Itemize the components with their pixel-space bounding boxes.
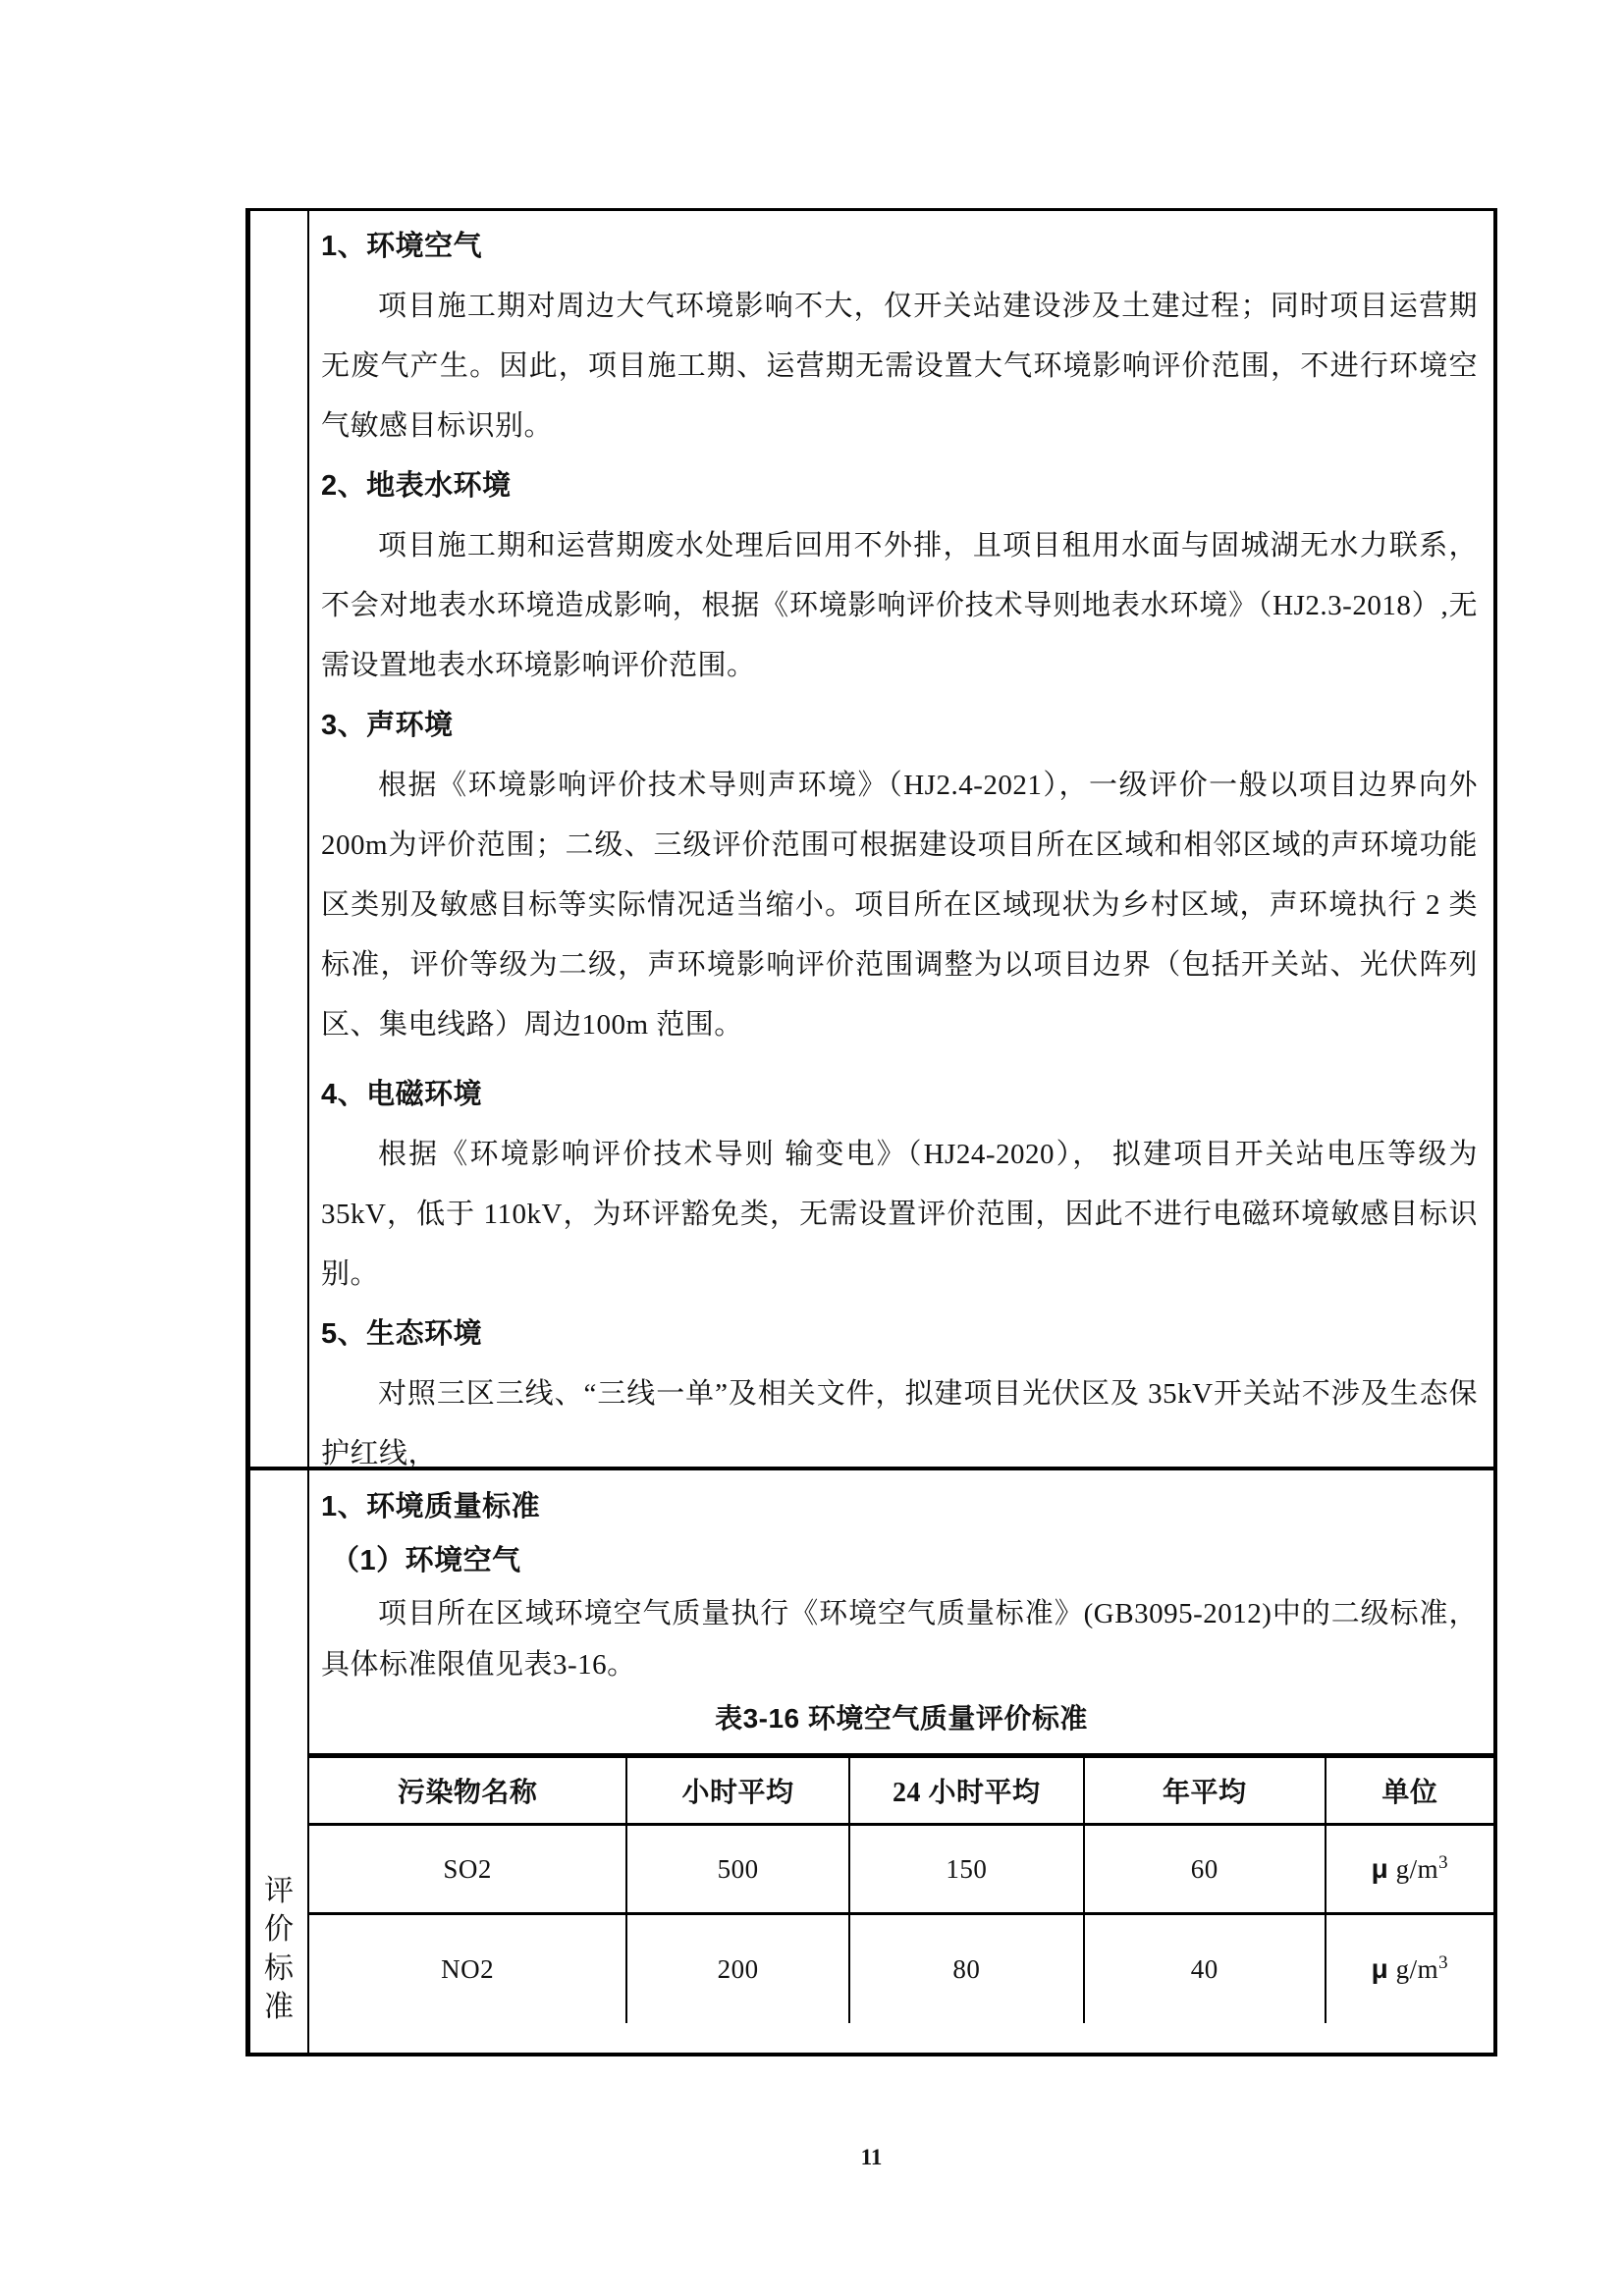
- air-quality-standards-table: [309, 1753, 1493, 2023]
- cell-annual: 60: [1084, 1825, 1326, 1914]
- table-caption: 表3-16 环境空气质量评价标准: [715, 1703, 1088, 1734]
- col-header-pollutant: 污染物名称: [309, 1756, 626, 1825]
- cell-pollutant: SO2: [309, 1825, 626, 1914]
- cell-unit: [1326, 1914, 1493, 2024]
- evaluation-standards-row: [250, 1470, 1493, 2053]
- unit-base: g/m: [1388, 1854, 1439, 1884]
- cell-daily: 80: [849, 1914, 1084, 2024]
- section-air: [321, 217, 1478, 456]
- impact-scope-content: [309, 211, 1493, 1467]
- standards-paragraph: 项目所在区域环境空气质量执行《环境空气质量标准》(GB3095-2012)中的二级标准，具体标准限值见表3-16。: [321, 1598, 1478, 1681]
- section-heading: 4、电磁环境: [321, 1079, 483, 1110]
- table-row-no2: [309, 1914, 1493, 2024]
- unit-superscript: 3: [1438, 1952, 1449, 1973]
- cell-pollutant: NO2: [309, 1914, 626, 2024]
- section-paragraph: 项目施工期对周边大气环境影响不大，仅开关站建设涉及土建过程；同时项目运营期无废气产生。因此，项目施工期、运营期无需设置大气环境影响评价范围，不进行环境空气敏感目标识别。: [321, 291, 1478, 442]
- impact-row-label-cell: [250, 211, 309, 1467]
- page-number: 11: [860, 2145, 883, 2169]
- cell-unit: [1326, 1825, 1493, 1914]
- section-acoustic: [321, 696, 1478, 1055]
- section-heading: 3、声环境: [321, 710, 454, 741]
- unit-superscript: 3: [1438, 1852, 1449, 1873]
- unit-base: g/m: [1388, 1954, 1439, 1984]
- standards-heading: 1、环境质量标准: [321, 1491, 541, 1522]
- col-header-hourly: 小时平均: [626, 1756, 849, 1825]
- table-row-so2: [309, 1825, 1493, 1914]
- cell-hourly: 500: [626, 1825, 849, 1914]
- unit-mu-symbol: μ: [1371, 1853, 1389, 1884]
- standards-row-label-cell: [250, 1470, 309, 2053]
- col-header-daily: 24 小时平均: [849, 1756, 1084, 1825]
- standards-content: [309, 1470, 1493, 2053]
- section-heading: 5、生态环境: [321, 1318, 483, 1350]
- standards-subheading: （1）环境空气: [331, 1545, 521, 1576]
- impact-scope-row: [250, 211, 1493, 1470]
- section-surface-water: [321, 456, 1478, 696]
- section-paragraph: 根据《环境影响评价技术导则声环境》（HJ2.4-2021），一级评价一般以项目边界向外 200m为评价范围；二级、三级评价范围可根据建设项目所在区域和相邻区域的声环境功能区类别及敏感目标等实际情况适当缩小。项目所在区域现状为乡村区域，声环境执行 2 类标准，评价等级为二级，声环境影响评价范围调整为以项目边界（包括开关站、光伏阵列区、集电线路）周边100m 范围。: [321, 770, 1478, 1041]
- row-label-vertical-text: 评价标准: [264, 1874, 294, 2024]
- section-paragraph: 根据《环境影响评价技术导则 输变电》（HJ24-2020）， 拟建项目开关站电压等级为35kV，低于 110kV，为环评豁免类，无需设置评价范围，因此不进行电磁环境敏感目标识别。: [321, 1139, 1478, 1290]
- col-header-annual: 年平均: [1084, 1756, 1326, 1825]
- section-paragraph: 对照三区三线、“三线一单”及相关文件，拟建项目光伏区及 35kV开关站不涉及生态保护红线，: [321, 1378, 1478, 1469]
- cell-hourly: 200: [626, 1914, 849, 2024]
- report-table-frame: [245, 208, 1497, 2056]
- unit-mu-symbol: μ: [1371, 1953, 1389, 1984]
- col-header-unit: 单位: [1326, 1756, 1493, 1825]
- cell-daily: 150: [849, 1825, 1084, 1914]
- section-heading: 1、环境空气: [321, 231, 483, 262]
- section-electromagnetic: [321, 1065, 1478, 1305]
- section-heading: 2、地表水环境: [321, 470, 512, 502]
- cell-annual: 40: [1084, 1914, 1326, 2024]
- table-header-row: [309, 1756, 1493, 1825]
- section-paragraph: 项目施工期和运营期废水处理后回用不外排，且项目租用水面与固城湖无水力联系，不会对地表水环境造成影响，根据《环境影响评价技术导则地表水环境》（HJ2.3-2018）,无需设置地表水环境影响评价范围。: [321, 530, 1478, 681]
- section-ecology: [321, 1305, 1478, 1484]
